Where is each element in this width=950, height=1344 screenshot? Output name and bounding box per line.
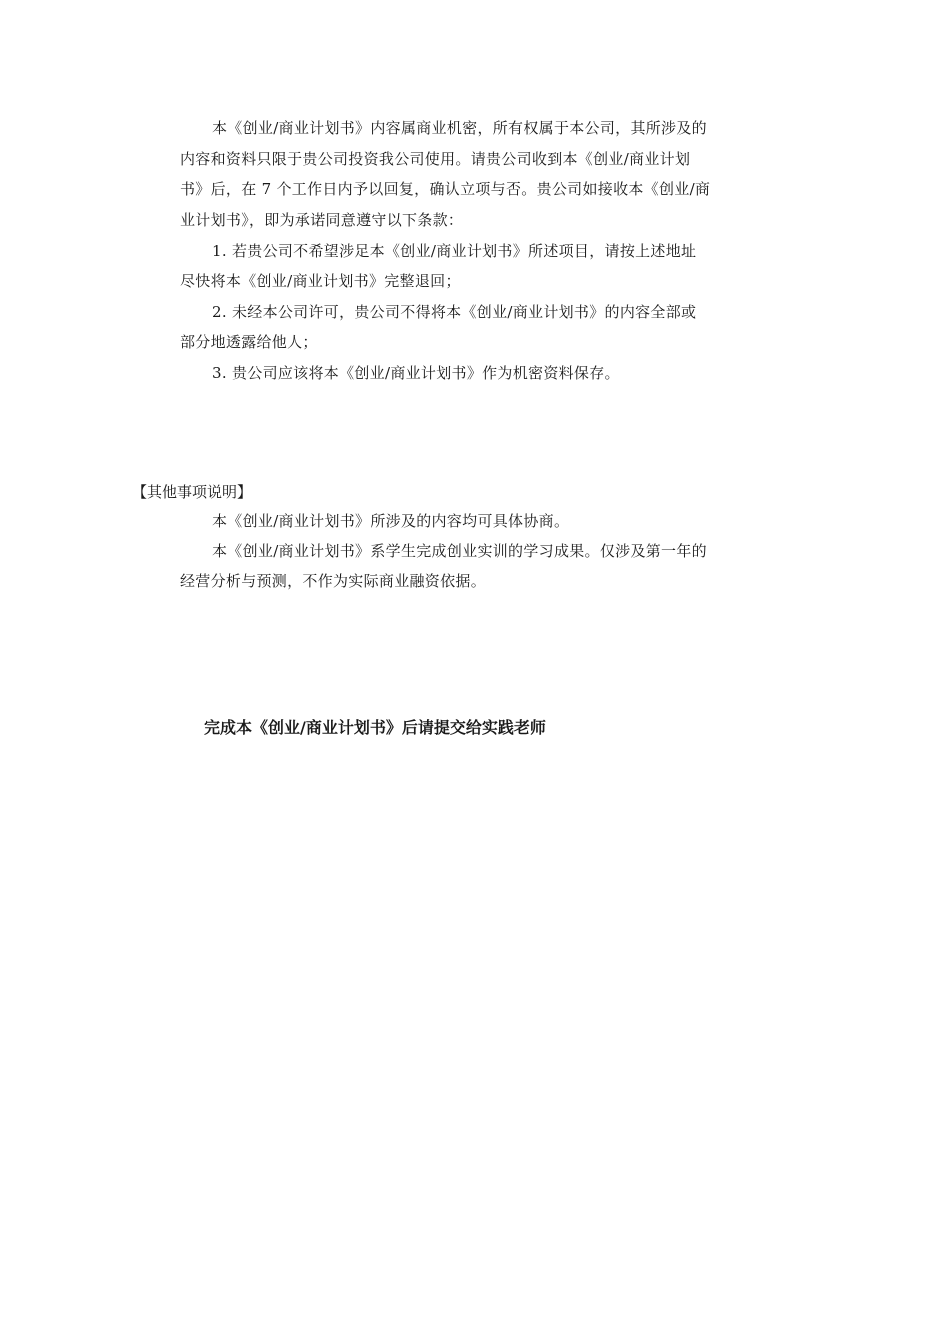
other-matters-heading: 【其他事项说明】 — [132, 483, 253, 501]
clause-1-line-2: 尽快将本《创业/商业计划书》完整退回； — [180, 272, 461, 290]
clause-2-line-2: 部分地透露给他人； — [180, 333, 318, 351]
clause-1-line-1: 1. 若贵公司不希望涉足本《创业/商业计划书》所述项目，请按上述地址 — [212, 242, 697, 260]
clause-2-line-1: 2. 未经本公司许可，贵公司不得将本《创业/商业计划书》的内容全部或 — [212, 303, 697, 321]
intro-line-4: 业计划书》，即为承诺同意遵守以下条款： — [180, 211, 464, 229]
other-matters-line-2: 本《创业/商业计划书》系学生完成创业实训的学习成果。仅涉及第一年的 — [212, 542, 707, 560]
intro-line-2: 内容和资料只限于贵公司投资我公司使用。请贵公司收到本《创业/商业计划 — [180, 150, 691, 168]
other-matters-line-1: 本《创业/商业计划书》所涉及的内容均可具体协商。 — [212, 512, 570, 530]
clause-3-line-1: 3. 贵公司应该将本《创业/商业计划书》作为机密资料保存。 — [212, 364, 620, 382]
other-matters-line-3: 经营分析与预测，不作为实际商业融资依据。 — [180, 572, 487, 590]
intro-line-1: 本《创业/商业计划书》内容属商业机密，所有权属于本公司，其所涉及的 — [212, 119, 707, 137]
intro-line-3: 书》后，在 7 个工作日内予以回复，确认立项与否。贵公司如接收本《创业/商 — [180, 180, 711, 198]
closing-note: 完成本《创业/商业计划书》后请提交给实践老师 — [204, 718, 546, 737]
